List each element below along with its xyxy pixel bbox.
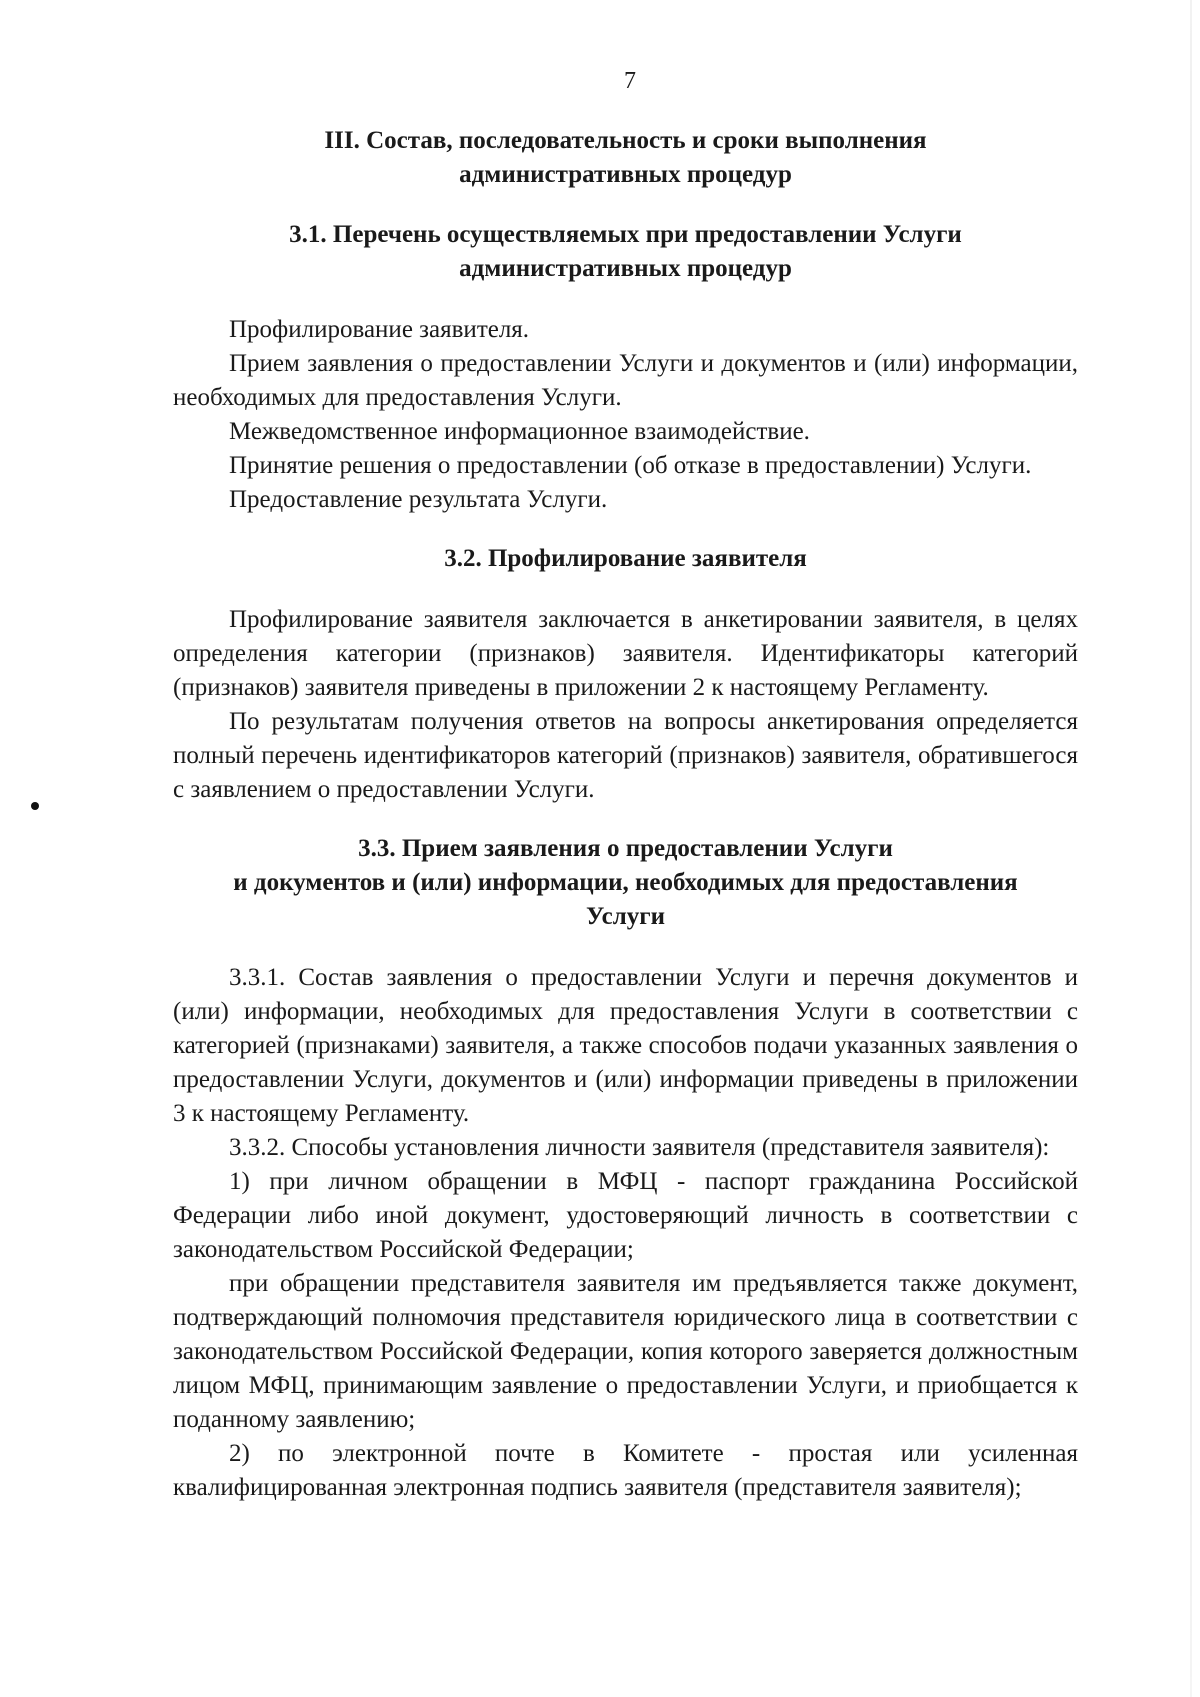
paragraph: Профилирование заявителя заключается в анкетировании заявителя, в целях определения категории (признаков) заявителя. Идентификаторы категорий (признаков) заявителя приведены в приложении 2 к настоящему Регламенту. [173, 606, 1078, 701]
subsection-3-3-heading [173, 832, 1078, 934]
paragraph: 2) по электронной почте в Комитете - простая или усиленная квалифицированная электронная подпись заявителя (представителя заявителя); [173, 1440, 1078, 1501]
procedure-item: Предоставление результата Услуги. [229, 486, 608, 513]
subsection-heading-line: 3.1. Перечень осуществляемых при предоставлении Услуги [289, 221, 962, 248]
subsection-heading-line: и документов и (или) информации, необходимых для предоставления [233, 869, 1018, 896]
paragraph: при обращении представителя заявителя им предъявляется также документ, подтверждающий полномочия представителя юридического лица в соответствии с законодательством Российской Федерации, копия которого заверяется должностным лицом МФЦ, принимающим заявление о предоставлении Услуги, и приобщается к поданному заявлению; [173, 1270, 1078, 1433]
subsection-3-2-body [173, 603, 1078, 807]
paragraph: По результатам получения ответов на вопросы анкетирования определяется полный перечень идентификаторов категорий (признаков) заявителя, обратившегося с заявлением о предоставлении Услуги. [173, 708, 1078, 803]
procedures-list [173, 313, 1078, 517]
document-body [173, 124, 1078, 1505]
subsection-3-3-body [173, 961, 1078, 1505]
subsection-heading-line: Услуги [585, 903, 666, 930]
section-heading-line: III. Состав, последовательность и сроки выполнения [324, 127, 927, 154]
section-heading-line: административных процедур [459, 161, 792, 188]
procedure-item: Межведомственное информационное взаимодействие. [229, 418, 810, 445]
procedure-item: Профилирование заявителя. [229, 316, 530, 343]
page-number: 7 [624, 68, 636, 94]
subsection-heading-line: 3.2. Профилирование заявителя [444, 545, 807, 572]
paragraph: 3.3.1. Состав заявления о предоставлении Услуги и перечня документов и (или) информации, необходимых для предоставления Услуги в соответствии с категорией (признаками) заявителя, а также способов подачи указанных заявления о предоставлении Услуги, документов и (или) информации приведены в приложении 3 к настоящему Регламенту. [173, 964, 1078, 1127]
paragraph: 3.3.2. Способы установления личности заявителя (представителя заявителя): [229, 1134, 1050, 1161]
scan-edge-shadow [1190, 0, 1192, 1697]
scan-speck [31, 802, 39, 810]
subsection-3-2-heading [173, 542, 1078, 576]
subsection-3-1-heading [173, 218, 1078, 286]
section-heading [173, 124, 1078, 192]
procedure-item: Принятие решения о предоставлении (об отказе в предоставлении) Услуги. [229, 452, 1032, 479]
subsection-heading-line: административных процедур [459, 255, 792, 282]
paragraph: 1) при личном обращении в МФЦ - паспорт гражданина Российской Федерации либо иной документ, удостоверяющий личность в соответствии с законодательством Российской Федерации; [173, 1168, 1078, 1263]
subsection-heading-line: 3.3. Прием заявления о предоставлении Услуги [358, 835, 893, 862]
procedure-item: Прием заявления о предоставлении Услуги и документов и (или) информации, необходимых для предоставления Услуги. [173, 350, 1078, 411]
